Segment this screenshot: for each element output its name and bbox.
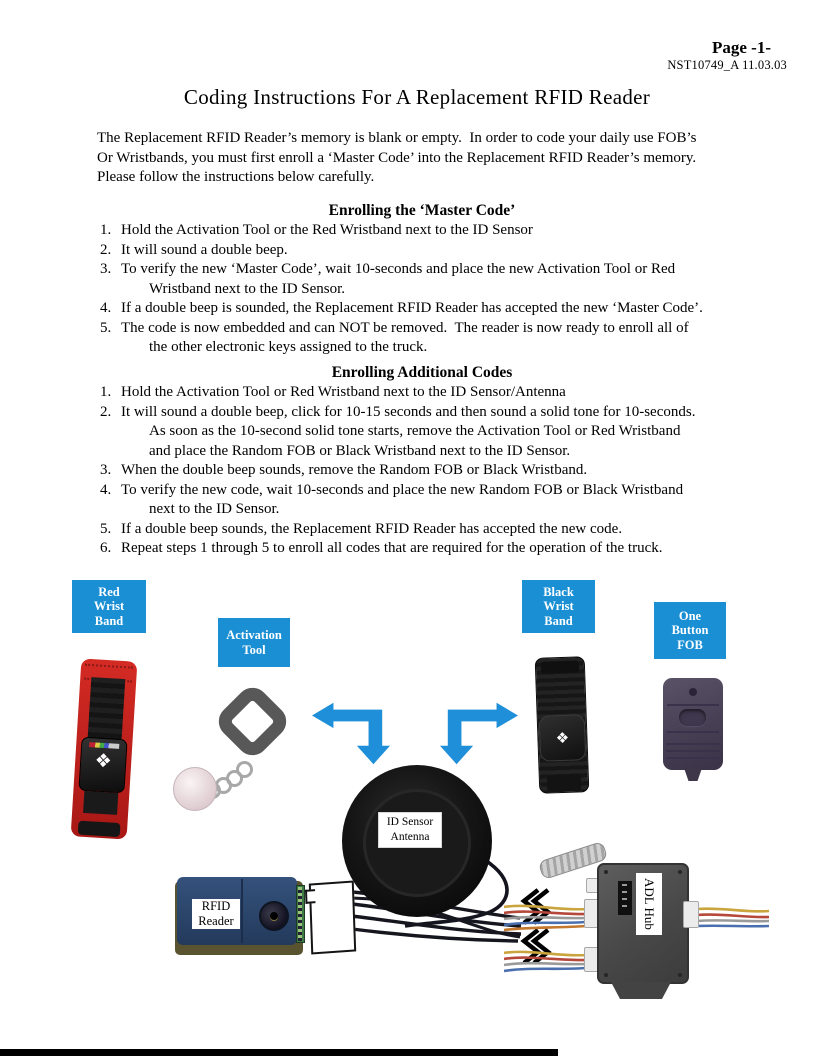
label-line: One [678,608,702,623]
case-tab [684,768,702,781]
hub-connector [683,901,699,928]
list-line: Hold the Activation Tool or the Red Wristband next to the ID Sensor [121,222,533,238]
list-line: To verify the new ‘Master Code’, wait 10-seconds and place the new Activation Tool or Red [121,261,676,277]
list-line: It will sound a double beep, click for 10-15 seconds and then sound a solid tone for 10-seconds. [121,403,696,420]
screw [678,870,682,874]
list-number: 5. [100,520,112,537]
bottom-edge-bar [0,1049,558,1056]
screw [604,973,608,977]
adl-hub-photo [597,863,707,1018]
list-line: next to the ID Sensor. [149,501,280,517]
page-header [667,38,787,72]
wire-bundle-right [697,903,769,933]
grip-ridges [666,738,720,760]
components-diagram [0,560,834,1056]
case-seam [241,879,243,943]
list-line: Wristband next to the ID Sensor. [149,280,346,297]
id-sensor-photo [342,765,492,917]
body-text [97,129,747,559]
black-wristband-photo [535,656,590,794]
label-line: Button [671,623,709,638]
cable-grommet [259,901,289,931]
rfid-tag-face [539,714,587,762]
screw [678,973,682,977]
label-line: FOB [677,637,703,652]
wire-bundle-left [504,899,586,933]
list-line: Repeat steps 1 through 5 to enroll all codes that are required for the operation of the truck. [121,540,663,556]
list-line: Hold the Activation Tool or Red Wristband next to the ID Sensor/Antenna [121,384,566,400]
label-line: Red [98,584,120,599]
intro-line: Or Wristbands, you must first enroll a ‘Master Code’ into the Replacement RFID Reader’s memory. [97,149,697,166]
screw [604,870,608,874]
pcb-edge [296,885,305,943]
list-item [97,260,747,299]
list-line: When the double beep sounds, remove the Random FOB or Black Wristband. [121,462,588,478]
label-rfid-reader [192,899,240,929]
label-line: Reader [198,914,234,928]
band-tip [547,774,582,791]
one-button-fob-photo [663,678,723,781]
label-line: Tool [242,642,266,657]
intro-line: The Replacement RFID Reader’s memory is blank or empty. In order to code your daily use FOB’s [97,130,697,146]
wire-connector [309,880,356,954]
case-groove [667,704,719,706]
list-line: If a double beep sounds, the Replacement RFID Reader has accepted the new code. [121,520,623,537]
grommet-hole [270,912,278,920]
list-line: and place the Random FOB or Black Wristband next to the ID Sensor. [149,442,571,459]
list-line: It will sound a double beep. [121,241,288,258]
document-code: NST10749_A 11.03.03 [667,57,787,72]
list-line: the other electronic keys assigned to the truck. [149,339,428,355]
label-line: ID Sensor [386,816,434,828]
intro-line: Please follow the instructions below carefully. [97,169,375,185]
list-item [97,520,747,540]
label-line: Black [543,584,574,599]
list-number: 2. [100,241,112,258]
keyring-hole [689,688,697,696]
label-adl-hub: ADL Hub [636,873,662,935]
label-line: RFID [201,899,231,913]
list-item [97,539,747,559]
list-line: If a double beep is sounded, the Replacement RFID Reader has accepted the new ‘Master Code’. [121,300,703,316]
list-item [97,461,747,481]
list-line: The code is now embedded and can NOT be removed. The reader is now ready to enroll all of [121,319,689,336]
section-heading-additional-codes: Enrolling Additional Codes [331,363,513,381]
fob-button [679,709,706,726]
label-line: Wrist [543,599,574,614]
list-item [97,383,747,403]
page-title: Coding Instructions For A Replacement RFID Reader [183,85,651,109]
list-number: 1. [100,222,112,238]
list-item [97,221,747,241]
label-line: Band [94,613,124,628]
list-number: 3. [100,261,112,277]
list-number: 4. [100,481,112,498]
label-line: Wrist [93,599,125,614]
list-item [97,481,747,520]
list-number: 5. [100,319,112,336]
rfid-reader-photo [175,877,307,955]
hub-case [597,863,689,984]
case-groove [667,731,719,733]
list-item [97,241,747,261]
list-number: 3. [100,462,112,478]
label-id-sensor-antenna [378,812,442,848]
list-item [97,403,747,462]
list-number: 4. [100,300,112,316]
list-item [97,299,747,319]
section-heading-master-code: Enrolling the ‘Master Code’ [328,201,516,219]
list-number: 1. [100,384,112,400]
label-line: Antenna [390,831,430,843]
hub-mount-foot [611,982,671,999]
label-line: Activation [226,628,282,642]
list-item [97,319,747,358]
diamond-logo-icon: ❖ [555,728,570,748]
label-line: Band [544,613,573,628]
list-number: 2. [100,403,112,420]
dip-switch [618,881,632,915]
list-line: As soon as the 10-second solid tone starts, remove the Activation Tool or Red Wristband [149,423,681,439]
band-buckle [541,660,579,673]
list-number: 6. [100,540,112,556]
list-line: To verify the new code, wait 10-seconds and place the new Random FOB or Black Wristband [121,481,684,498]
diamond-logo-icon: ❖ [94,749,113,773]
page-number: Page -1- [711,38,771,57]
wire-bundle-bottom [504,947,586,977]
